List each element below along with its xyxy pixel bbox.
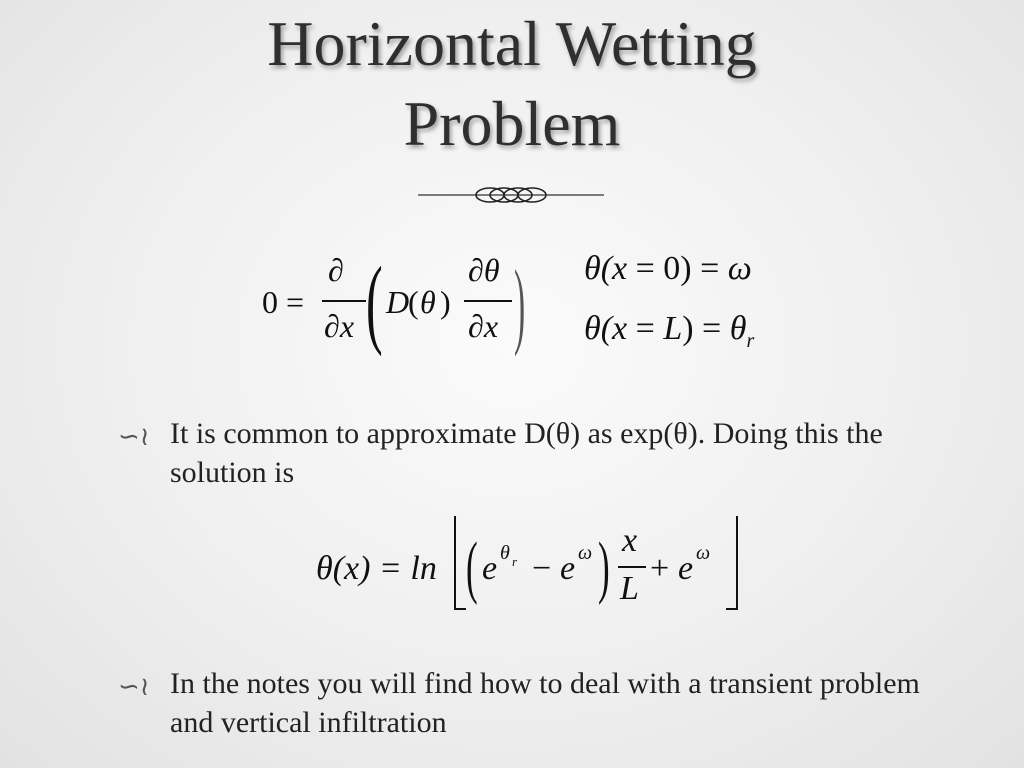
bc2-sub-r: r [746,329,755,352]
slide-title [0,4,1024,164]
bc1-mid: = 0) = [627,250,728,287]
bc2-equation [584,310,754,353]
sol-exp1: θ [500,542,510,564]
pde-dx-2: ∂x [468,308,499,344]
pde-equation [262,246,532,362]
sol-plus: + [650,550,670,587]
pde-frac-bar-1 [322,300,366,302]
sol-e2: e [560,550,576,587]
pde-paren-close: ) [440,284,451,320]
bc2-theta-r: θ [729,310,747,347]
pde-theta: θ [420,284,436,320]
pde-lhs: 0 [262,284,278,320]
solution-equation [316,514,746,614]
curl-bullet-icon-2: ∽≀ [118,672,150,702]
curl-bullet-icon: ∽≀ [118,422,150,452]
swirl-divider-icon [418,180,604,210]
pde-equals: = [286,284,305,320]
sol-left-paren: ( [466,529,478,606]
sol-L: L [620,570,639,607]
bc2-close: ) = [682,310,730,347]
sol-right-bracket [726,516,738,610]
bc2-eq: = [627,310,664,347]
sol-right-paren: ) [598,529,610,606]
bc1-x: x [612,250,628,287]
sol-left-bracket [454,516,466,610]
title-line-1: Horizontal Wetting [267,8,757,79]
sol-minus: − [532,550,552,587]
bc1-omega: ω [727,250,752,287]
pde-frac-bar-2 [464,300,512,302]
sol-exp1-sub: r [512,554,518,569]
title-line-2: Problem [403,88,621,159]
sol-e1: e [482,550,498,587]
sol-e3: e [678,550,694,587]
sol-exp3: ω [696,542,711,564]
pde-paren-open: ( [408,284,419,320]
sol-x: x [622,522,638,559]
bc1-equation [584,250,752,288]
bullet-text-2: In the notes you will find how to deal with a transient problem and vertical infiltration [170,667,920,739]
pde-right-paren: ) [514,250,526,357]
pde-dtheta: ∂θ [468,252,500,288]
bc2-x: x [612,310,628,347]
bc2-theta: θ( [584,310,613,347]
bc1-theta: θ( [584,250,613,287]
sol-exp2: ω [578,542,593,564]
pde-left-paren: ( [366,246,383,357]
sol-lhs: θ(x) = ln [316,550,437,587]
pde-partial-den: ∂x [324,308,355,344]
sol-frac-bar [618,566,646,568]
pde-D: D [386,284,410,320]
pde-partial-num: ∂ [328,252,344,288]
bullet-text-1: It is common to approximate D(θ) as exp(θ). Doing this the solution is [170,417,883,489]
bc2-L: L [663,310,683,347]
